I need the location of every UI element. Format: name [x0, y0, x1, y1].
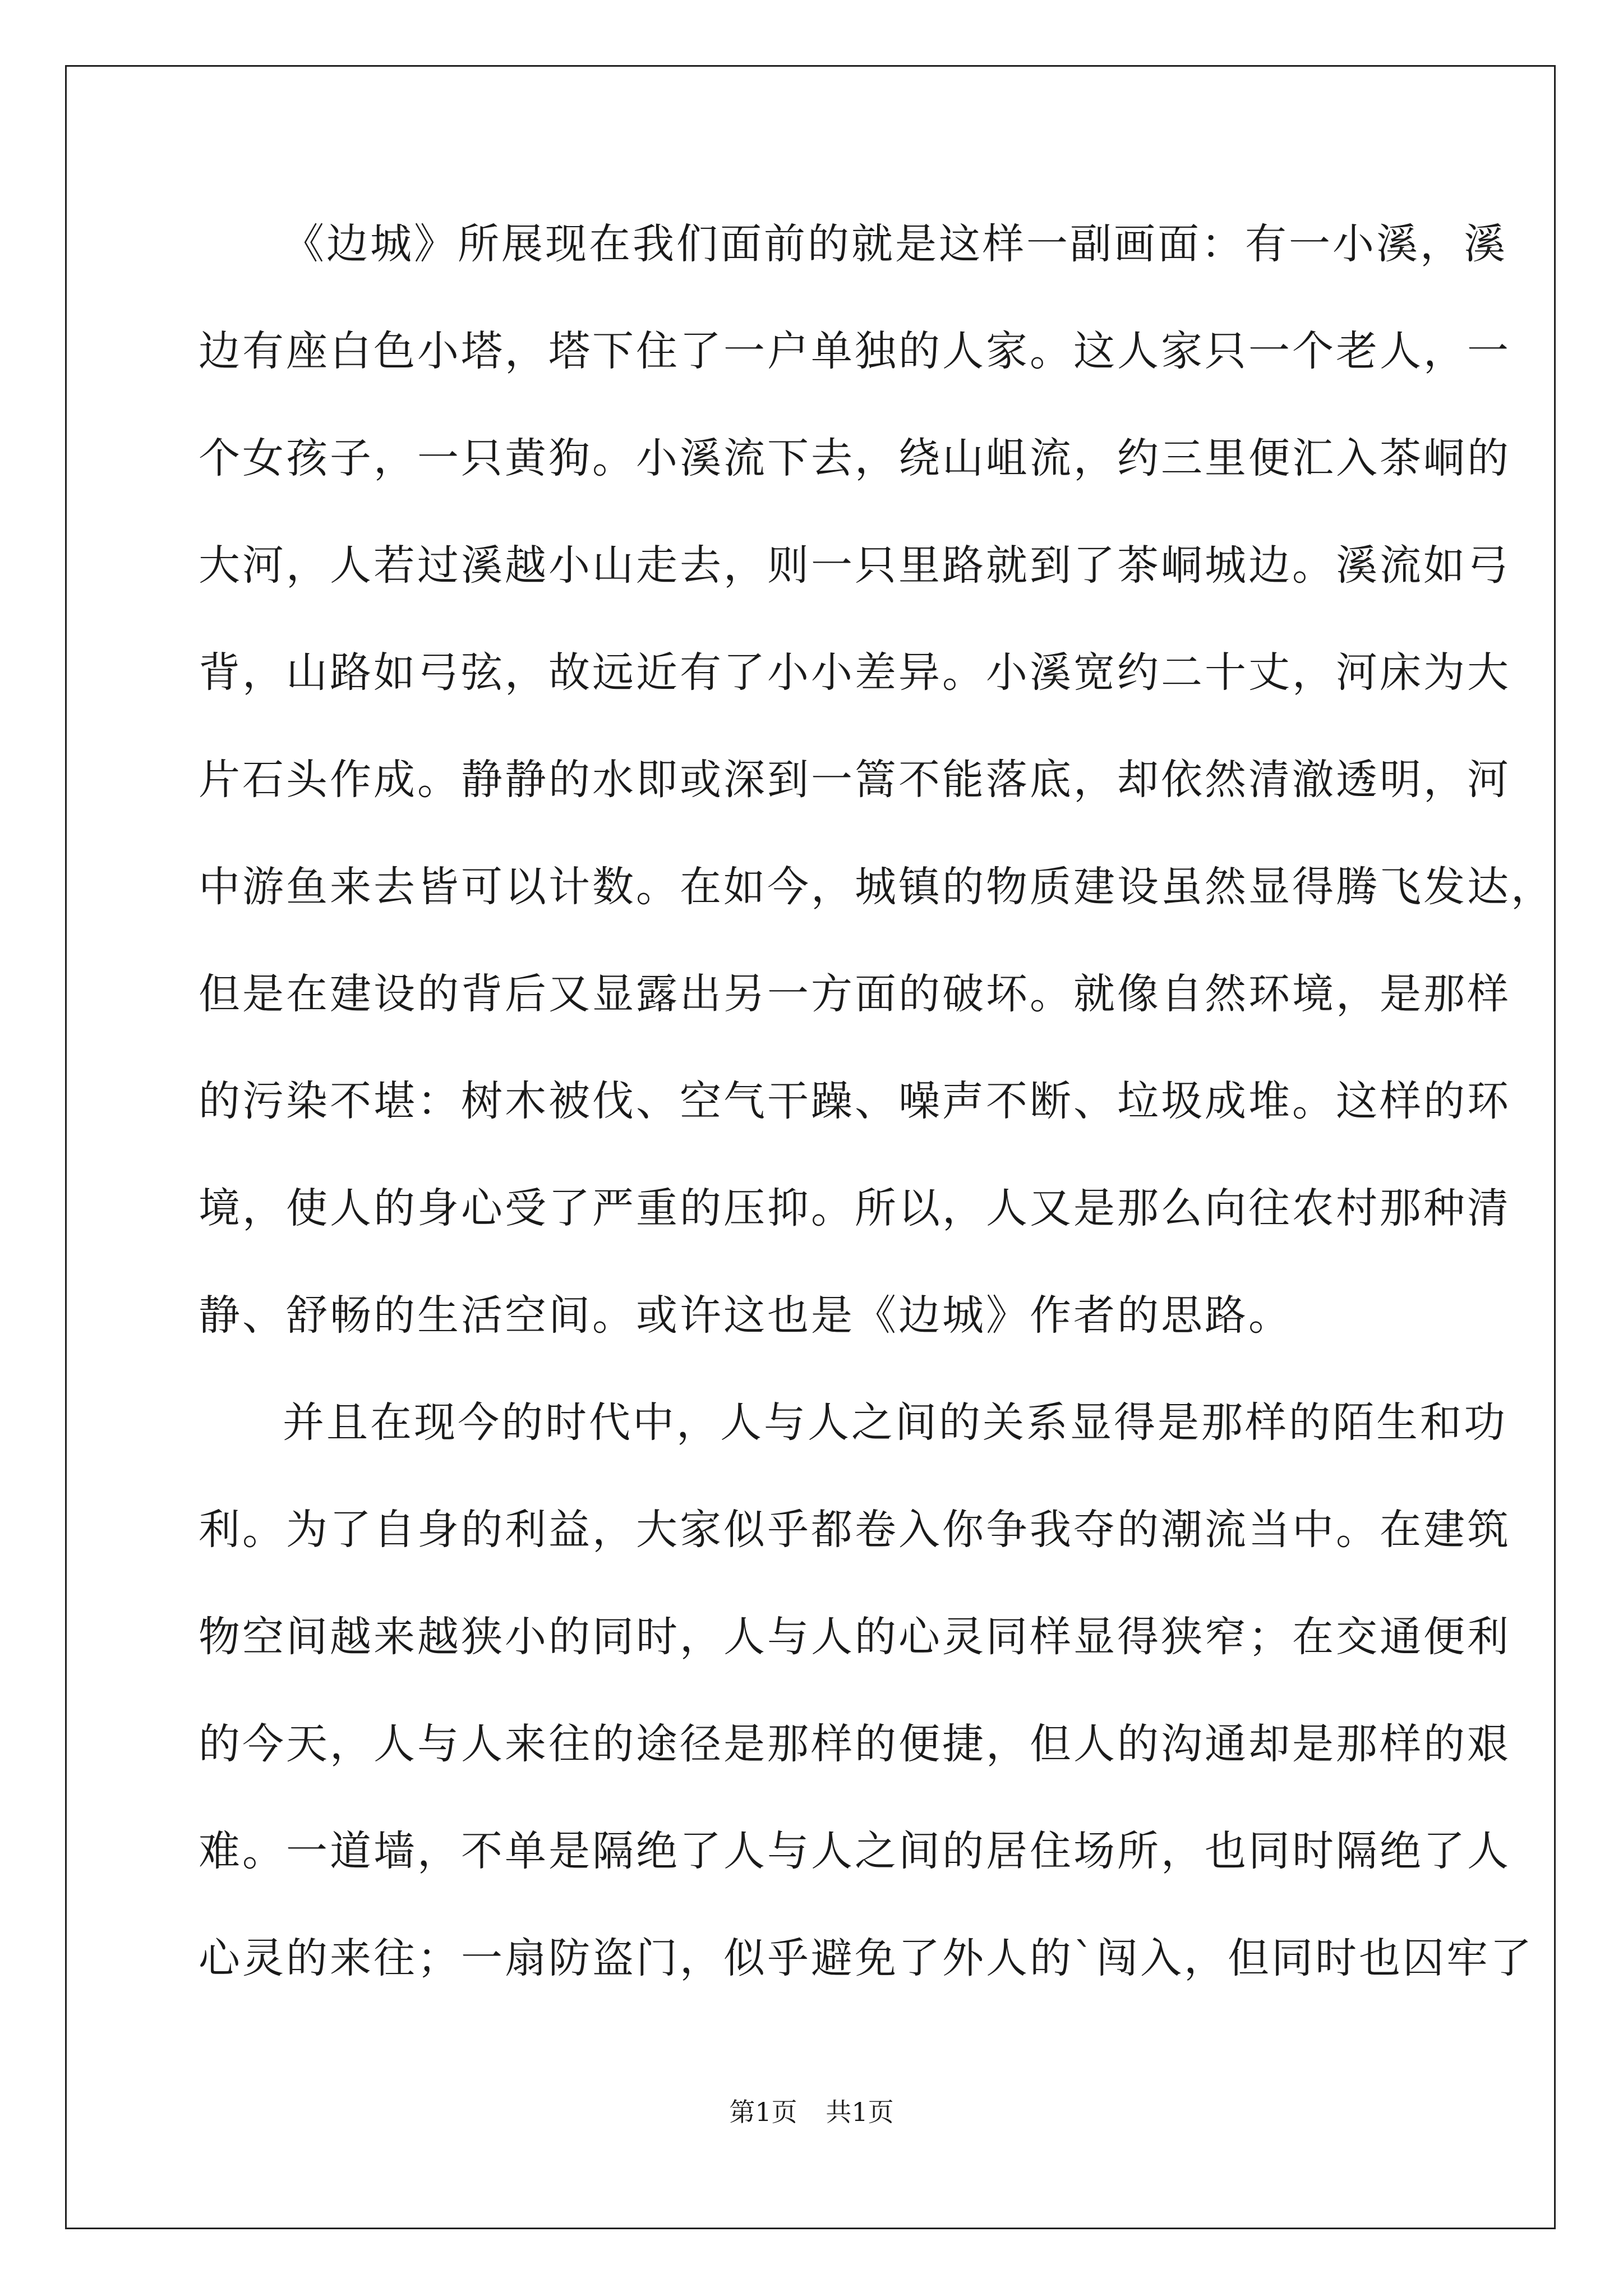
paragraph-1-line-4: 大河，人若过溪越小山走去，则一只里路就到了茶峒城边。溪流如弓	[199, 541, 1511, 590]
paragraph-1-line-9: 的污染不堪：树木被伐、空气干躁、噪声不断、垃圾成堆。这样的环	[199, 1077, 1511, 1125]
page-number-current: 第1页	[729, 2097, 797, 2127]
paragraph-1-line-8: 但是在建设的背后又显露出另一方面的破坏。就像自然环境，是那样	[199, 970, 1511, 1018]
paragraph-1-line-1: 《边城》所展现在我们面前的就是这样一副画面：有一小溪，溪	[283, 220, 1507, 268]
paragraph-2-line-5: 难。一道墙，不单是隔绝了人与人之间的居住场所，也同时隔绝了人	[199, 1827, 1511, 1875]
paragraph-1-line-7: 中游鱼来去皆可以计数。在如今，城镇的物质建设虽然显得腾飞发达，	[199, 863, 1555, 911]
paragraph-1-line-10: 境，使人的身心受了严重的压抑。所以，人又是那么向往农村那种清	[199, 1184, 1511, 1232]
paragraph-2-line-6: 心灵的来往；一扇防盗门，似乎避免了外人的`闯入，但同时也囚牢了	[199, 1934, 1534, 1982]
paragraph-1-line-11: 静、舒畅的生活空间。或许这也是《边城》作者的思路。	[199, 1291, 1292, 1340]
paragraph-2-line-3: 物空间越来越狭小的同时，人与人的心灵同样显得狭窄；在交通便利	[199, 1613, 1511, 1661]
page-number-total: 共1页	[826, 2097, 894, 2127]
paragraph-1-line-5: 背，山路如弓弦，故远近有了小小差异。小溪宽约二十丈，河床为大	[199, 648, 1511, 697]
paragraph-1-line-2: 边有座白色小塔，塔下住了一户单独的人家。这人家只一个老人，一	[199, 327, 1511, 375]
paragraph-2-line-4: 的今天，人与人来往的途径是那样的便捷，但人的沟通却是那样的艰	[199, 1720, 1511, 1768]
paragraph-2-line-1: 并且在现今的时代中，人与人之间的关系显得是那样的陌生和功	[283, 1398, 1507, 1447]
paragraph-1-line-3: 个女孩子，一只黄狗。小溪流下去，绕山岨流，约三里便汇入茶峒的	[199, 434, 1511, 482]
page-footer	[0, 2095, 1623, 2129]
paragraph-1-line-6: 片石头作成。静静的水即或深到一篙不能落底，却依然清澈透明，河	[199, 756, 1511, 804]
paragraph-2-line-2: 利。为了自身的利益，大家似乎都卷入你争我夺的潮流当中。在建筑	[199, 1506, 1511, 1554]
document-body	[199, 213, 1555, 2035]
